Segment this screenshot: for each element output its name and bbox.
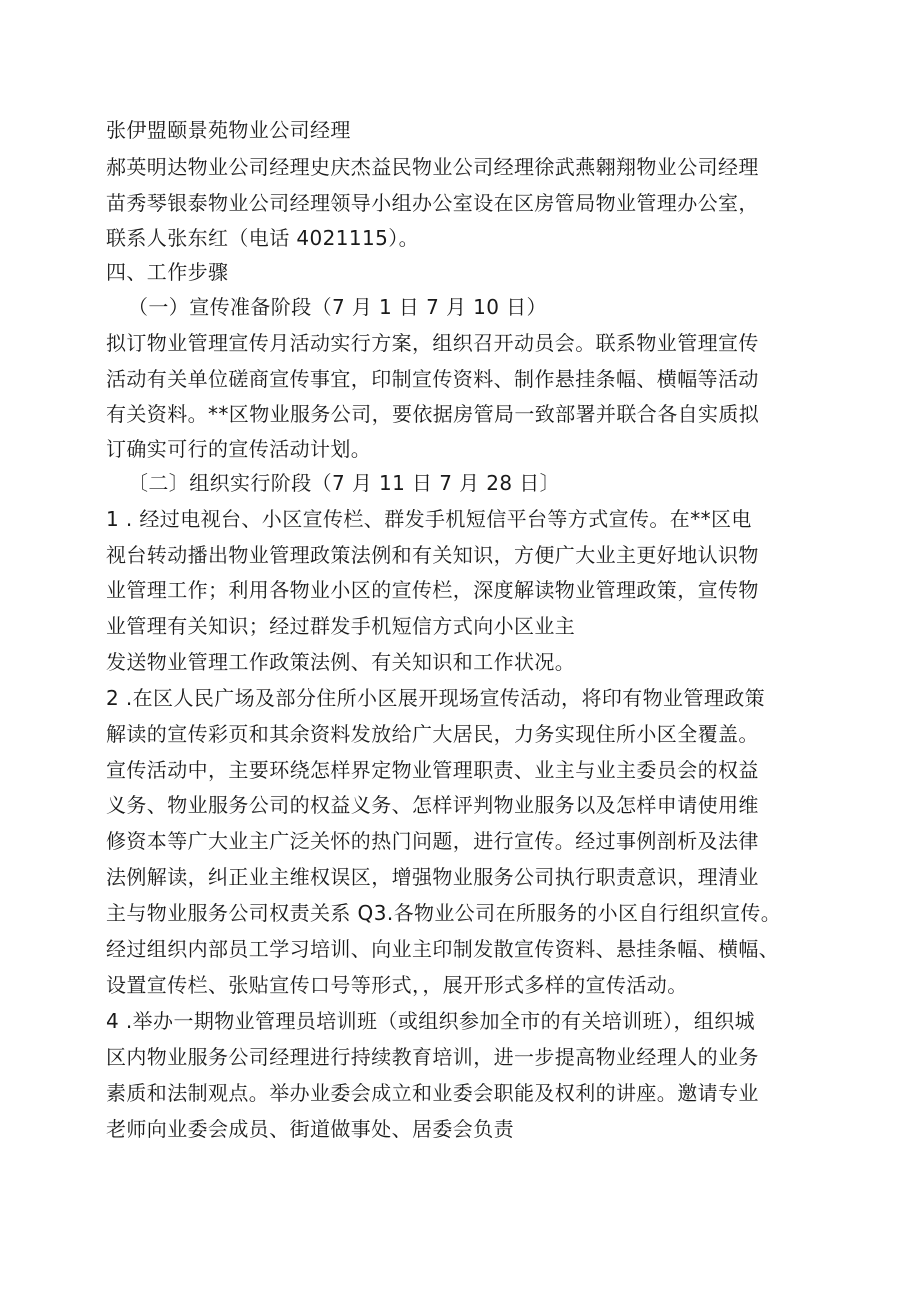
text-line: 拟订物业管理宣传月活动实行方案，组织召开动员会。联系物业管理宣传 [106,331,759,355]
list-item-text: 4 .举办一期物业管理员培训班（或组织参加全市的有关培训班），组织城 [106,1009,756,1033]
text-line: 义务、物业服务公司的权益义务、怎样评判物业服务以及怎样申请使用维 [106,793,759,817]
text-line: 业管理工作；利用各物业小区的宣传栏，深度解读物业管理政策，宣传物 [106,578,759,602]
text-line: 张伊盟颐景苑物业公司经理 [106,118,351,142]
text-line: 法例解读，纠正业主维权误区，增强物业服务公司执行职责意识，理清业 [106,865,759,889]
text-line: 联系人张东红（电话 4021115）。 [106,226,420,250]
text-line: 订确实可行的宣传活动计划。 [106,437,372,461]
text-line: 老师向业委会成员、街道做事处、居委会负责 [106,1117,514,1141]
list-item-text: 1 . 经过电视台、小区宣传栏、群发手机短信平台等方式宣传。在**区电 [106,507,752,531]
text-line: 业管理有关知识；经过群发手机短信方式向小区业主 [106,614,576,638]
text-line: 修资本等广大业主广泛关怀的热门问题，进行宣传。经过事例剖析及法律 [106,829,759,853]
text-line: 宣传活动中，主要环绕怎样界定物业管理职责、业主与业主委员会的权益 [106,758,759,782]
list-item-text: 2 .在区人民广场及部分住所小区展开现场宣传活动，将印有物业管理政策 [106,686,766,710]
section-heading: 四、工作步骤 [106,260,229,284]
text-line: 区内物业服务公司经理进行持续教育培训，进一步提高物业经理人的业务 [106,1045,759,1069]
text-line: 视台转动播出物业管理政策法例和有关知识，方便广大业主更好地认识物 [106,543,759,567]
text-line: 解读的宣传彩页和其余资料发放给广大居民，力务实现住所小区全覆盖。 [106,722,759,746]
text-line: 苗秀琴银泰物业公司经理领导小组办公室设在区房管局物业管理办公室， [106,191,759,215]
text-line: 设置宣传栏、张贴宣传口号等形式，，展开形式多样的宣传活动。 [106,973,688,997]
text-line: 主与物业服务公司权责关系 Q3.各物业公司在所服务的小区自行组织宣传。 [106,901,782,925]
text-line: 发送物业管理工作政策法例、有关知识和工作状况。 [106,650,576,674]
text-line: 活动有关单位磋商宣传事宜，印制宣传资料、制作悬挂条幅、横幅等活动 [106,367,759,391]
text-line: 经过组织内部员工学习培训、向业主印制发散宣传资料、悬挂条幅、横幅、 [106,937,780,961]
text-line: 素质和法制观点。举办业委会成立和业委会职能及权利的讲座。邀请专业 [106,1081,759,1105]
text-line: 郝英明达物业公司经理史庆杰益民物业公司经理徐武燕翱翔物业公司经理 [106,155,759,179]
subsection-heading: 〔二〕组织实行阶段（7 月 11 日 7 月 28 日〕 [128,471,561,495]
subsection-heading: （一）宣传准备阶段（7 月 1 日 7 月 10 日） [128,295,547,319]
text-line: 有关资料。**区物业服务公司，要依据房管局一致部署并联合各自实质拟 [106,402,760,426]
